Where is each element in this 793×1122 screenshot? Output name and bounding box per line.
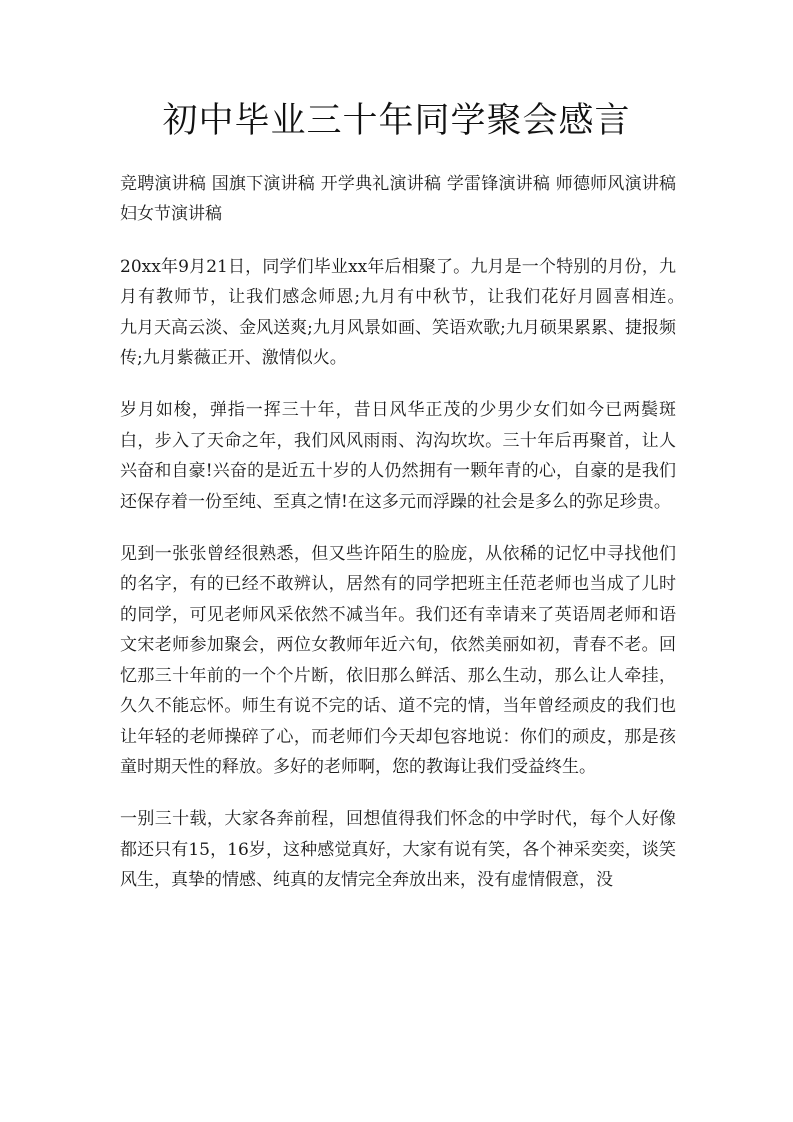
related-link[interactable]: 师德师风演讲稿 xyxy=(555,174,677,194)
paragraph: 一别三十载，大家各奔前程，回想值得我们怀念的中学时代，每个人好像都还只有15，16岁，这种感觉真好，大家有说有笑，各个神采奕奕，谈笑风生，真挚的情感、纯真的友情完全奔放出来，没有虚情假意，没 xyxy=(120,809,676,891)
related-link[interactable]: 开学典礼演讲稿 xyxy=(320,174,442,194)
paragraph: 见到一张张曾经很熟悉，但又些许陌生的脸庞，从依稀的记忆中寻找他们的名字，有的已经不敢辨认，居然有的同学把班主任范老师也当成了儿时的同学，可见老师风采依然不减当年。我们还有幸请来了英语周老师和语文宋老师参加聚会，两位女教师年近六旬，依然美丽如初，青春不老。回忆那三十年前的一个个片断，依旧那么鲜活、那么生动，那么让人牵挂，久久不能忘怀。师生有说不完的话、道不完的情，当年曾经顽皮的我们也让年轻的老师操碎了心，而老师们今天却包容地说：你们的顽皮，那是孩童时期天性的释放。多好的老师啊，您的教诲让我们受益终生。 xyxy=(120,544,676,777)
paragraph: 20xx年9月21日，同学们毕业xx年后相聚了。九月是一个特别的月份，九月有教师节，让我们感念师恩;九月有中秋节，让我们花好月圆喜相连。 九月天高云淡、金风送爽;九月风景如画、笑语欢歌;九月硕果累累、捷报频传;九月紫薇正开、激情似火。 xyxy=(120,256,693,369)
related-link[interactable]: 妇女节演讲稿 xyxy=(120,204,222,225)
related-links xyxy=(120,169,676,230)
document-body xyxy=(120,169,693,896)
related-link[interactable]: 竞聘演讲稿 xyxy=(120,174,207,194)
related-link[interactable]: 国旗下演讲稿 xyxy=(211,174,316,194)
paragraph: 岁月如梭，弹指一挥三十年，昔日风华正茂的少男少女们如今已两鬓斑白，步入了天命之年，我们风风雨雨、沟沟坎坎。三十年后再聚首，让人兴奋和自豪!兴奋的是近五十岁的人仍然拥有一颗年青的心，自豪的是我们还保存着一份至纯、至真之情!在这多元而浮躁的社会是多么的弥足珍贵。 xyxy=(120,400,676,512)
document-title: 初中毕业三十年同学聚会感言 xyxy=(162,101,631,141)
related-link[interactable]: 学雷锋演讲稿 xyxy=(446,174,551,194)
